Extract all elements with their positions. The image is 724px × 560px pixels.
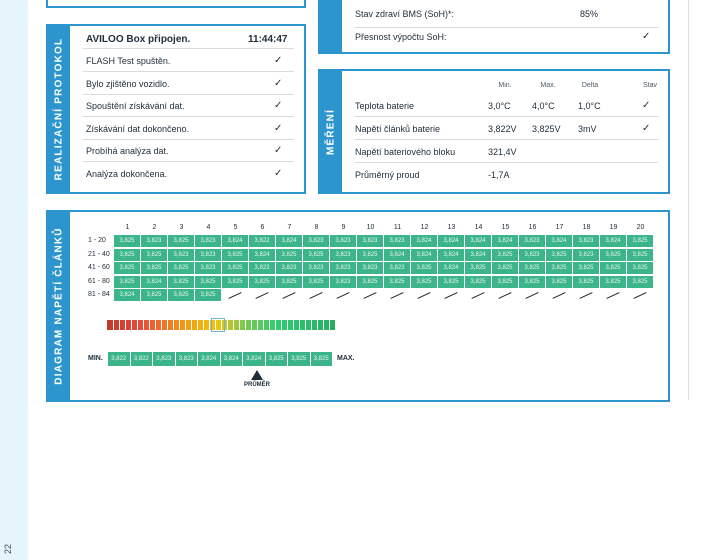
protocol-item: Bylo zjištěno vozidlo. — [86, 78, 170, 89]
cell-voltage: 3,825 — [168, 276, 195, 288]
measurement-divider — [355, 139, 658, 140]
cell-voltage: 3,825 — [141, 249, 168, 261]
cell-voltage: 3,824 — [249, 249, 276, 261]
check-icon: ✓ — [274, 122, 283, 134]
minmax-cell: 3,822 — [108, 352, 131, 366]
cell-voltage: 3,825 — [249, 276, 276, 288]
cell-voltage: 3,824 — [465, 235, 492, 247]
cell-voltage: 3,825 — [627, 235, 654, 247]
gradient-segment-divider — [191, 320, 192, 330]
cell-voltage: 3,825 — [438, 276, 465, 288]
column-number: 10 — [366, 224, 375, 231]
cell-voltage: 3,825 — [573, 262, 600, 274]
protocol-divider — [83, 48, 294, 49]
cell-voltage: 3,823 — [519, 249, 546, 261]
cell-voltage: 3,825 — [492, 262, 519, 274]
gradient-segment-divider — [173, 320, 174, 330]
check-icon: ✓ — [642, 100, 651, 111]
measurement-divider — [355, 162, 658, 163]
gradient-segment-divider — [179, 320, 180, 330]
measurement-min: 3,0°C — [488, 101, 511, 111]
max-label: MAX. — [337, 355, 355, 362]
col-header-min: Min. — [498, 82, 512, 89]
cell-voltage: 3,824 — [492, 235, 519, 247]
cell-voltage: 3,823 — [303, 262, 330, 274]
minmax-cell: 3,823 — [176, 352, 199, 366]
column-number: 9 — [341, 224, 346, 231]
measurement-label: Teplota baterie — [355, 101, 415, 111]
gradient-segment-divider — [113, 320, 114, 330]
column-number: 14 — [474, 224, 483, 231]
gradient-segment-divider — [137, 320, 138, 330]
cell-voltage: 3,825 — [168, 262, 195, 274]
cell-voltage: 3,824 — [600, 235, 627, 247]
gradient-segment-divider — [239, 320, 240, 330]
cell-voltage: 3,823 — [330, 235, 357, 247]
cell-voltage: 3,824 — [438, 249, 465, 261]
soh-divider — [355, 27, 658, 28]
gradient-segment-divider — [185, 320, 186, 330]
gradient-segment-divider — [245, 320, 246, 330]
gradient-marker — [211, 318, 225, 332]
gradient-segment-divider — [161, 320, 162, 330]
soh-accuracy-label: Přesnost výpočtu SoH: — [355, 32, 447, 42]
cell-voltage: 3,823 — [168, 249, 195, 261]
protocol-item: Analýza dokončena. — [86, 168, 168, 179]
cell-voltage: 3,823 — [195, 235, 222, 247]
cell-voltage: 3,823 — [195, 249, 222, 261]
minmax-cell: 3,824 — [221, 352, 244, 366]
cell-voltage: 3,825 — [519, 262, 546, 274]
check-icon: ✓ — [274, 100, 283, 111]
measurement-label: Průměrný proud — [355, 170, 420, 180]
cell-voltage: 3,825 — [195, 276, 222, 288]
cell-voltage: 3,825 — [114, 276, 141, 288]
gradient-segment-divider — [275, 320, 276, 330]
gradient-segment-divider — [257, 320, 258, 330]
cell-voltage: 3,823 — [141, 235, 168, 247]
column-number: 16 — [528, 224, 537, 231]
minmax-cell: 3,825 — [311, 352, 334, 366]
protocol-divider — [83, 71, 294, 72]
cell-voltage: 3,823 — [195, 262, 222, 274]
gradient-segment-divider — [263, 320, 264, 330]
protocol-item: FLASH Test spuštěn. — [86, 56, 171, 66]
gradient-segment-divider — [233, 320, 234, 330]
gradient-segment-divider — [299, 320, 300, 330]
cell-voltage: 3,825 — [168, 289, 195, 301]
row-label: 81 - 84 — [88, 291, 110, 298]
gradient-segment-divider — [149, 320, 150, 330]
cell-voltage: 3,825 — [222, 262, 249, 274]
gradient-segment-divider — [305, 320, 306, 330]
minmax-cell: 3,825 — [266, 352, 289, 366]
gradient-segment-divider — [317, 320, 318, 330]
left-margin-strip — [0, 0, 28, 560]
gradient-segment-divider — [251, 320, 252, 330]
cell-voltage: 3,824 — [438, 235, 465, 247]
protocol-divider — [83, 139, 294, 140]
row-label: 1 - 20 — [88, 237, 106, 244]
gradient-segment-divider — [209, 320, 210, 330]
cell-voltage: 3,824 — [276, 235, 303, 247]
measurement-delta: 1,0°C — [578, 101, 601, 111]
check-icon: ✓ — [642, 123, 651, 134]
cell-voltage: 3,825 — [276, 276, 303, 288]
check-icon: ✓ — [642, 31, 651, 42]
gradient-segment-divider — [323, 320, 324, 330]
gradient-segment-divider — [155, 320, 156, 330]
protocol-header-label: AVILOO Box připojen. — [86, 34, 191, 45]
cell-voltage: 3,824 — [384, 249, 411, 261]
protocol-divider — [83, 94, 294, 95]
row-label: 21 - 40 — [88, 250, 110, 258]
row-label: 41 - 60 — [88, 264, 110, 271]
column-number: 20 — [636, 224, 645, 231]
col-header-status: Stav — [642, 82, 657, 89]
soh-label: Stav zdraví BMS (SoH)*: — [355, 9, 455, 19]
column-number: 3 — [179, 224, 184, 231]
cell-voltage: 3,825 — [357, 276, 384, 288]
column-number: 11 — [393, 224, 402, 231]
cell-voltage: 3,825 — [600, 276, 627, 288]
cell-voltage: 3,825 — [276, 249, 303, 261]
gradient-segment-divider — [119, 320, 120, 330]
col-header-max: Max. — [540, 82, 556, 89]
cell-voltage: 3,825 — [303, 249, 330, 261]
measurement-sidebar — [320, 71, 342, 192]
protocol-divider — [83, 161, 294, 162]
gradient-segment-divider — [281, 320, 282, 330]
protocol-item: Probíhá analýza dat. — [86, 146, 169, 156]
cell-voltage: 3,825 — [411, 276, 438, 288]
cell-voltage: 3,825 — [627, 249, 654, 261]
cell-voltage: 3,823 — [357, 262, 384, 274]
cell-voltage: 3,823 — [384, 262, 411, 274]
cell-voltage: 3,825 — [600, 262, 627, 274]
check-icon: ✓ — [274, 145, 283, 156]
cell-voltage: 3,825 — [114, 235, 141, 247]
cell-voltage: 3,825 — [573, 276, 600, 288]
minmax-cell: 3,824 — [198, 352, 221, 366]
measurement-min: -1,7A — [488, 170, 510, 180]
col-header-delta: Delta — [581, 82, 599, 89]
cell-voltage: 3,824 — [546, 235, 573, 247]
cell-voltage: 3,824 — [141, 276, 168, 288]
measurement-panel — [318, 69, 670, 194]
cell-voltage: 3,823 — [249, 262, 276, 274]
page-number: 22 — [3, 543, 13, 554]
gradient-segment-divider — [203, 320, 204, 330]
cell-voltage: 3,824 — [438, 262, 465, 274]
bms-panel — [318, 0, 670, 54]
gradient-segment-divider — [287, 320, 288, 330]
top-left-panel — [46, 0, 306, 8]
cell-voltage: 3,823 — [330, 262, 357, 274]
cell-voltage: 3,825 — [114, 249, 141, 261]
protocol-header-time: 11:44:47 — [248, 34, 288, 45]
cell-voltage: 3,823 — [573, 249, 600, 261]
measurement-label: Napětí bateriového bloku — [355, 147, 456, 157]
protocol-item: Získávání dat dokončeno. — [86, 123, 190, 134]
bms-sidebar — [320, 0, 342, 52]
right-margin-line — [688, 0, 689, 400]
cell-voltage: 3,824 — [114, 289, 141, 301]
cell-voltage: 3,822 — [249, 235, 276, 247]
average-marker-icon — [251, 370, 263, 380]
cell-voltage: 3,825 — [627, 276, 654, 288]
cell-voltage: 3,825 — [168, 235, 195, 247]
measurement-min: 321,4V — [488, 147, 517, 157]
minmax-cell: 3,823 — [153, 352, 176, 366]
column-number: 17 — [555, 224, 564, 231]
cell-voltage: 3,825 — [492, 249, 519, 261]
gradient-segment-divider — [125, 320, 126, 330]
cell-voltage: 3,823 — [303, 235, 330, 247]
column-number: 4 — [206, 224, 211, 231]
cell-voltage: 3,825 — [222, 249, 249, 261]
column-number: 5 — [233, 224, 238, 231]
measurement-delta: 3mV — [578, 124, 597, 134]
min-label: MIN. — [88, 355, 103, 362]
cell-voltage: 3,825 — [546, 276, 573, 288]
cell-voltage: 3,825 — [384, 276, 411, 288]
cell-voltage: 3,825 — [546, 249, 573, 261]
gradient-segment-divider — [227, 320, 228, 330]
cell-voltage: 3,823 — [330, 249, 357, 261]
protocol-title: REALIZAČNÍ PROTOKOL — [53, 37, 65, 181]
gradient-segment-divider — [329, 320, 330, 330]
row-label: 61 - 80 — [88, 277, 110, 285]
measurement-min: 3,822V — [488, 124, 517, 134]
cell-voltage: 3,824 — [222, 235, 249, 247]
cell-voltage: 3,825 — [303, 276, 330, 288]
cell-voltage: 3,825 — [222, 276, 249, 288]
soh-value: 85% — [580, 9, 599, 19]
column-number: 12 — [420, 224, 429, 231]
cell-voltage: 3,825 — [357, 249, 384, 261]
cell-voltage: 3,823 — [573, 235, 600, 247]
gradient-segment-divider — [311, 320, 312, 330]
cell-voltage: 3,825 — [546, 262, 573, 274]
gradient-segment-divider — [293, 320, 294, 330]
column-number: 18 — [582, 224, 591, 231]
column-number: 6 — [260, 224, 265, 231]
cell-voltage: 3,825 — [141, 289, 168, 301]
cell-voltage: 3,824 — [411, 235, 438, 247]
column-number: 19 — [609, 224, 618, 231]
cell-voltage: 3,825 — [519, 276, 546, 288]
check-icon: ✓ — [274, 77, 283, 89]
cell-voltage: 3,823 — [519, 235, 546, 247]
column-number: 2 — [152, 224, 157, 231]
protocol-item: Spouštění získávání dat. — [86, 101, 185, 111]
gradient-segment-divider — [167, 320, 168, 330]
cell-voltage: 3,824 — [465, 249, 492, 261]
gradient-segment-divider — [143, 320, 144, 330]
cell-voltage: 3,825 — [600, 249, 627, 261]
measurement-title: MĚŘENÍ — [325, 108, 337, 155]
gradient-segment-divider — [197, 320, 198, 330]
check-icon: ✓ — [274, 55, 283, 66]
cell-voltage: 3,825 — [465, 276, 492, 288]
measurement-max: 4,0°C — [532, 101, 555, 111]
minmax-cell: 3,824 — [243, 352, 266, 366]
cell-voltage: 3,825 — [492, 276, 519, 288]
measurement-label: Napětí článků baterie — [355, 124, 441, 134]
cell-voltage: 3,825 — [141, 262, 168, 274]
diagram-sidebar — [48, 212, 70, 400]
minmax-cell: 3,825 — [288, 352, 311, 366]
diagram-title: DIAGRAM NAPĚTÍ ČLÁNKŮ — [53, 227, 65, 385]
cell-voltage: 3,825 — [195, 289, 222, 301]
column-number: 8 — [314, 224, 319, 231]
gradient-segment-divider — [269, 320, 270, 330]
cell-voltage: 3,823 — [276, 262, 303, 274]
minmax-cell: 3,822 — [131, 352, 154, 366]
measurement-max: 3,825V — [532, 124, 561, 134]
protocol-panel — [46, 24, 306, 194]
cell-voltage: 3,823 — [330, 276, 357, 288]
column-number: 7 — [287, 224, 292, 231]
cell-voltage: 3,823 — [357, 235, 384, 247]
cell-voltage: 3,825 — [465, 262, 492, 274]
measurement-divider — [355, 116, 658, 117]
cell-voltage: 3,824 — [411, 249, 438, 261]
cell-voltage: 3,825 — [114, 262, 141, 274]
cell-voltage: 3,823 — [384, 235, 411, 247]
column-number: 15 — [501, 224, 510, 231]
cell-voltage: 3,825 — [411, 262, 438, 274]
protocol-divider — [83, 116, 294, 117]
column-number: 1 — [125, 224, 130, 231]
average-label: PRŮMĚR — [244, 382, 271, 388]
check-icon: ✓ — [274, 167, 283, 179]
gradient-segment-divider — [131, 320, 132, 330]
cell-voltage: 3,825 — [627, 262, 654, 274]
column-number: 13 — [447, 224, 456, 231]
protocol-sidebar — [48, 26, 70, 192]
